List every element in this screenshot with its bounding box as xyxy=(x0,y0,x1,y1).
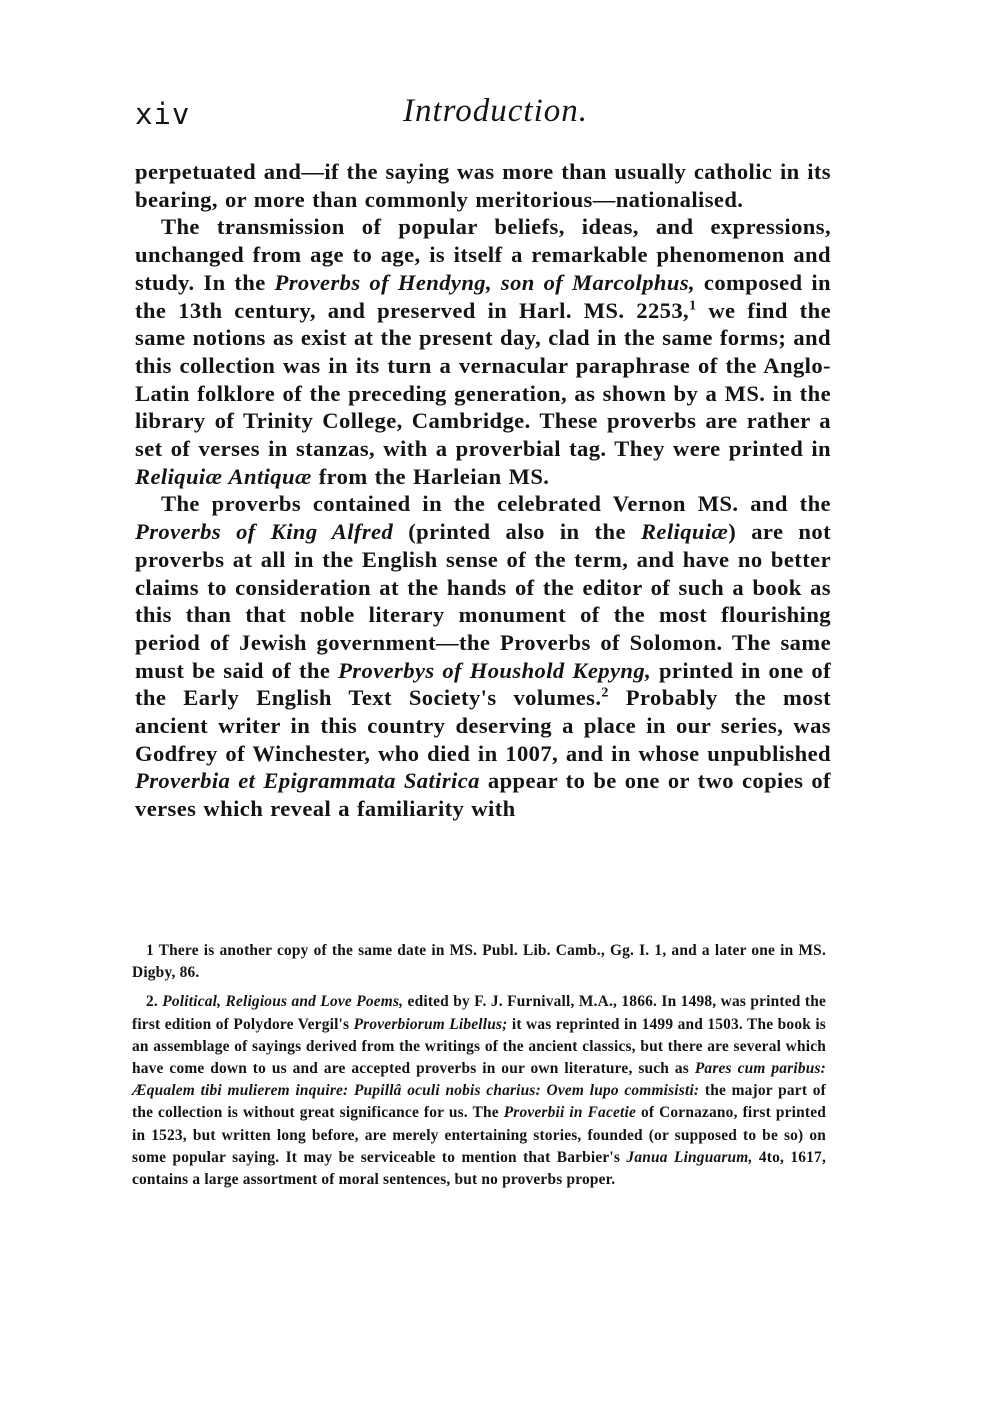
footnote-2-text: of Cornazano, first printed in 1523, but written long before, are merely entertaining stories, founded (or supposed to be so) on some popular saying. It may be serviceable to mention that Barbier's xyxy=(132,1104,826,1166)
paragraph-1 xyxy=(135,158,831,213)
footnote-2-title-proverbiorum: Proverbiorum Libellus; xyxy=(353,1015,508,1033)
running-title: Introduction. xyxy=(403,93,589,129)
paragraph-3-text: Probably the most ancient writer in this country deserving a place in our series, was Godfrey of Winchester, who died in 1007, and in whose unpublished xyxy=(135,685,831,766)
page-number: xiv xyxy=(135,97,191,131)
footnote-2-text: edited by F. J. Furnivall, M.A., 1866. In 1498, was printed the first edition of Polydore Vergil's xyxy=(132,993,826,1033)
work-title-king-alfred: Proverbs of King Alfred xyxy=(135,519,394,545)
paragraph-3-text: appear to be one or two copies of verses which reveal a familiarity with xyxy=(135,768,831,822)
footnote-2-text: the major part of the collection is without great significance for us. The xyxy=(132,1082,827,1122)
footnote-2-title-political-poems: Political, Religious and Love Poems, xyxy=(162,993,404,1011)
paragraph-3-text: (printed also in the xyxy=(393,519,641,545)
footnote-1 xyxy=(132,940,826,984)
footnote-2-text: it was reprinted in 1499 and 1503. The book is an assemblage of sayings derived from the writings of the ancient classics, but there are several which have come down to us and are accepted proverbs in our own literature, such as xyxy=(132,1015,826,1078)
footnote-2-latin-proverbs: Pares cum paribus: Æqualem tibi mulierem inquire: Pupillâ oculi nobis charius: Ovem lupo commisisti: xyxy=(132,1060,826,1100)
footnote-ref-2: 2 xyxy=(601,685,609,701)
footnote-2 xyxy=(132,991,826,1191)
paragraph-3-text: ) are not proverbs at all in the English sense of the term, and have no better claims to consideration at the hands of the editor of such a book as this than that noble literary monument of the most flourishing period of Jewish government—the Proverbs of Solomon. The same must be said of the xyxy=(135,519,832,683)
work-title-reliquiae: Reliquiæ xyxy=(640,519,729,545)
paragraph-2-text: The transmission of popular beliefs, ideas, and expressions, unchanged from age to age, is itself a remarkable phenomenon and study. In the xyxy=(135,214,831,295)
paragraph-3-text: printed in one of the Early English Text Society's volumes. xyxy=(135,657,832,711)
footnotes xyxy=(132,940,826,1191)
footnote-1-text: 1 There is another copy of the same date in MS. Publ. Lib. Camb., Gg. I. 1, and a later one in MS. Digby, 86. xyxy=(132,942,826,982)
paragraph-3 xyxy=(135,490,831,822)
paragraph-2-text: composed in the 13th century, and preserved in Harl. MS. 2253, xyxy=(135,269,831,323)
paragraph-2-text: from the Harleian MS. xyxy=(311,463,550,489)
paragraph-2 xyxy=(135,213,831,490)
footnote-2-title-facetie: Proverbii in Facetie xyxy=(503,1104,636,1122)
footnote-2-text: 4to, 1617, contains a large assortment of moral sentences, but no proverbs proper. xyxy=(132,1148,826,1189)
paragraph-1-text: perpetuated and—if the saying was more than usually catholic in its bearing, or more than commonly meritorious—nationalised. xyxy=(135,159,831,212)
work-title-proverbia: Proverbia et Epigrammata Satirica xyxy=(135,768,480,794)
footnote-ref-1: 1 xyxy=(689,298,697,314)
paragraph-3-text: The proverbs contained in the celebrated Vernon MS. and the xyxy=(161,491,831,517)
work-title-houshold-kepyng: Proverbys of Houshold Kepyng, xyxy=(338,657,652,683)
body-text xyxy=(135,158,831,823)
footnote-2-title-janua: Janua Linguarum, xyxy=(626,1148,753,1166)
paragraph-2-text: we find the same notions as exist at the present day, clad in the same forms; and this collection was in its turn a vernacular paraphrase of the Anglo-Latin folklore of the preceding generation, as shown by a MS. in the library of Trinity College, Cambridge. These proverbs are rather a set of verses in stanzas, with a proverbial tag. They were printed in xyxy=(135,297,831,462)
running-head xyxy=(135,93,835,143)
work-title-hendyng: Proverbs of Hendyng, son of Marcolphus, xyxy=(274,269,696,295)
footnote-2-number: 2. xyxy=(146,993,163,1011)
work-title-reliquiae-antiquae: Reliquiæ Antiquæ xyxy=(135,463,312,489)
